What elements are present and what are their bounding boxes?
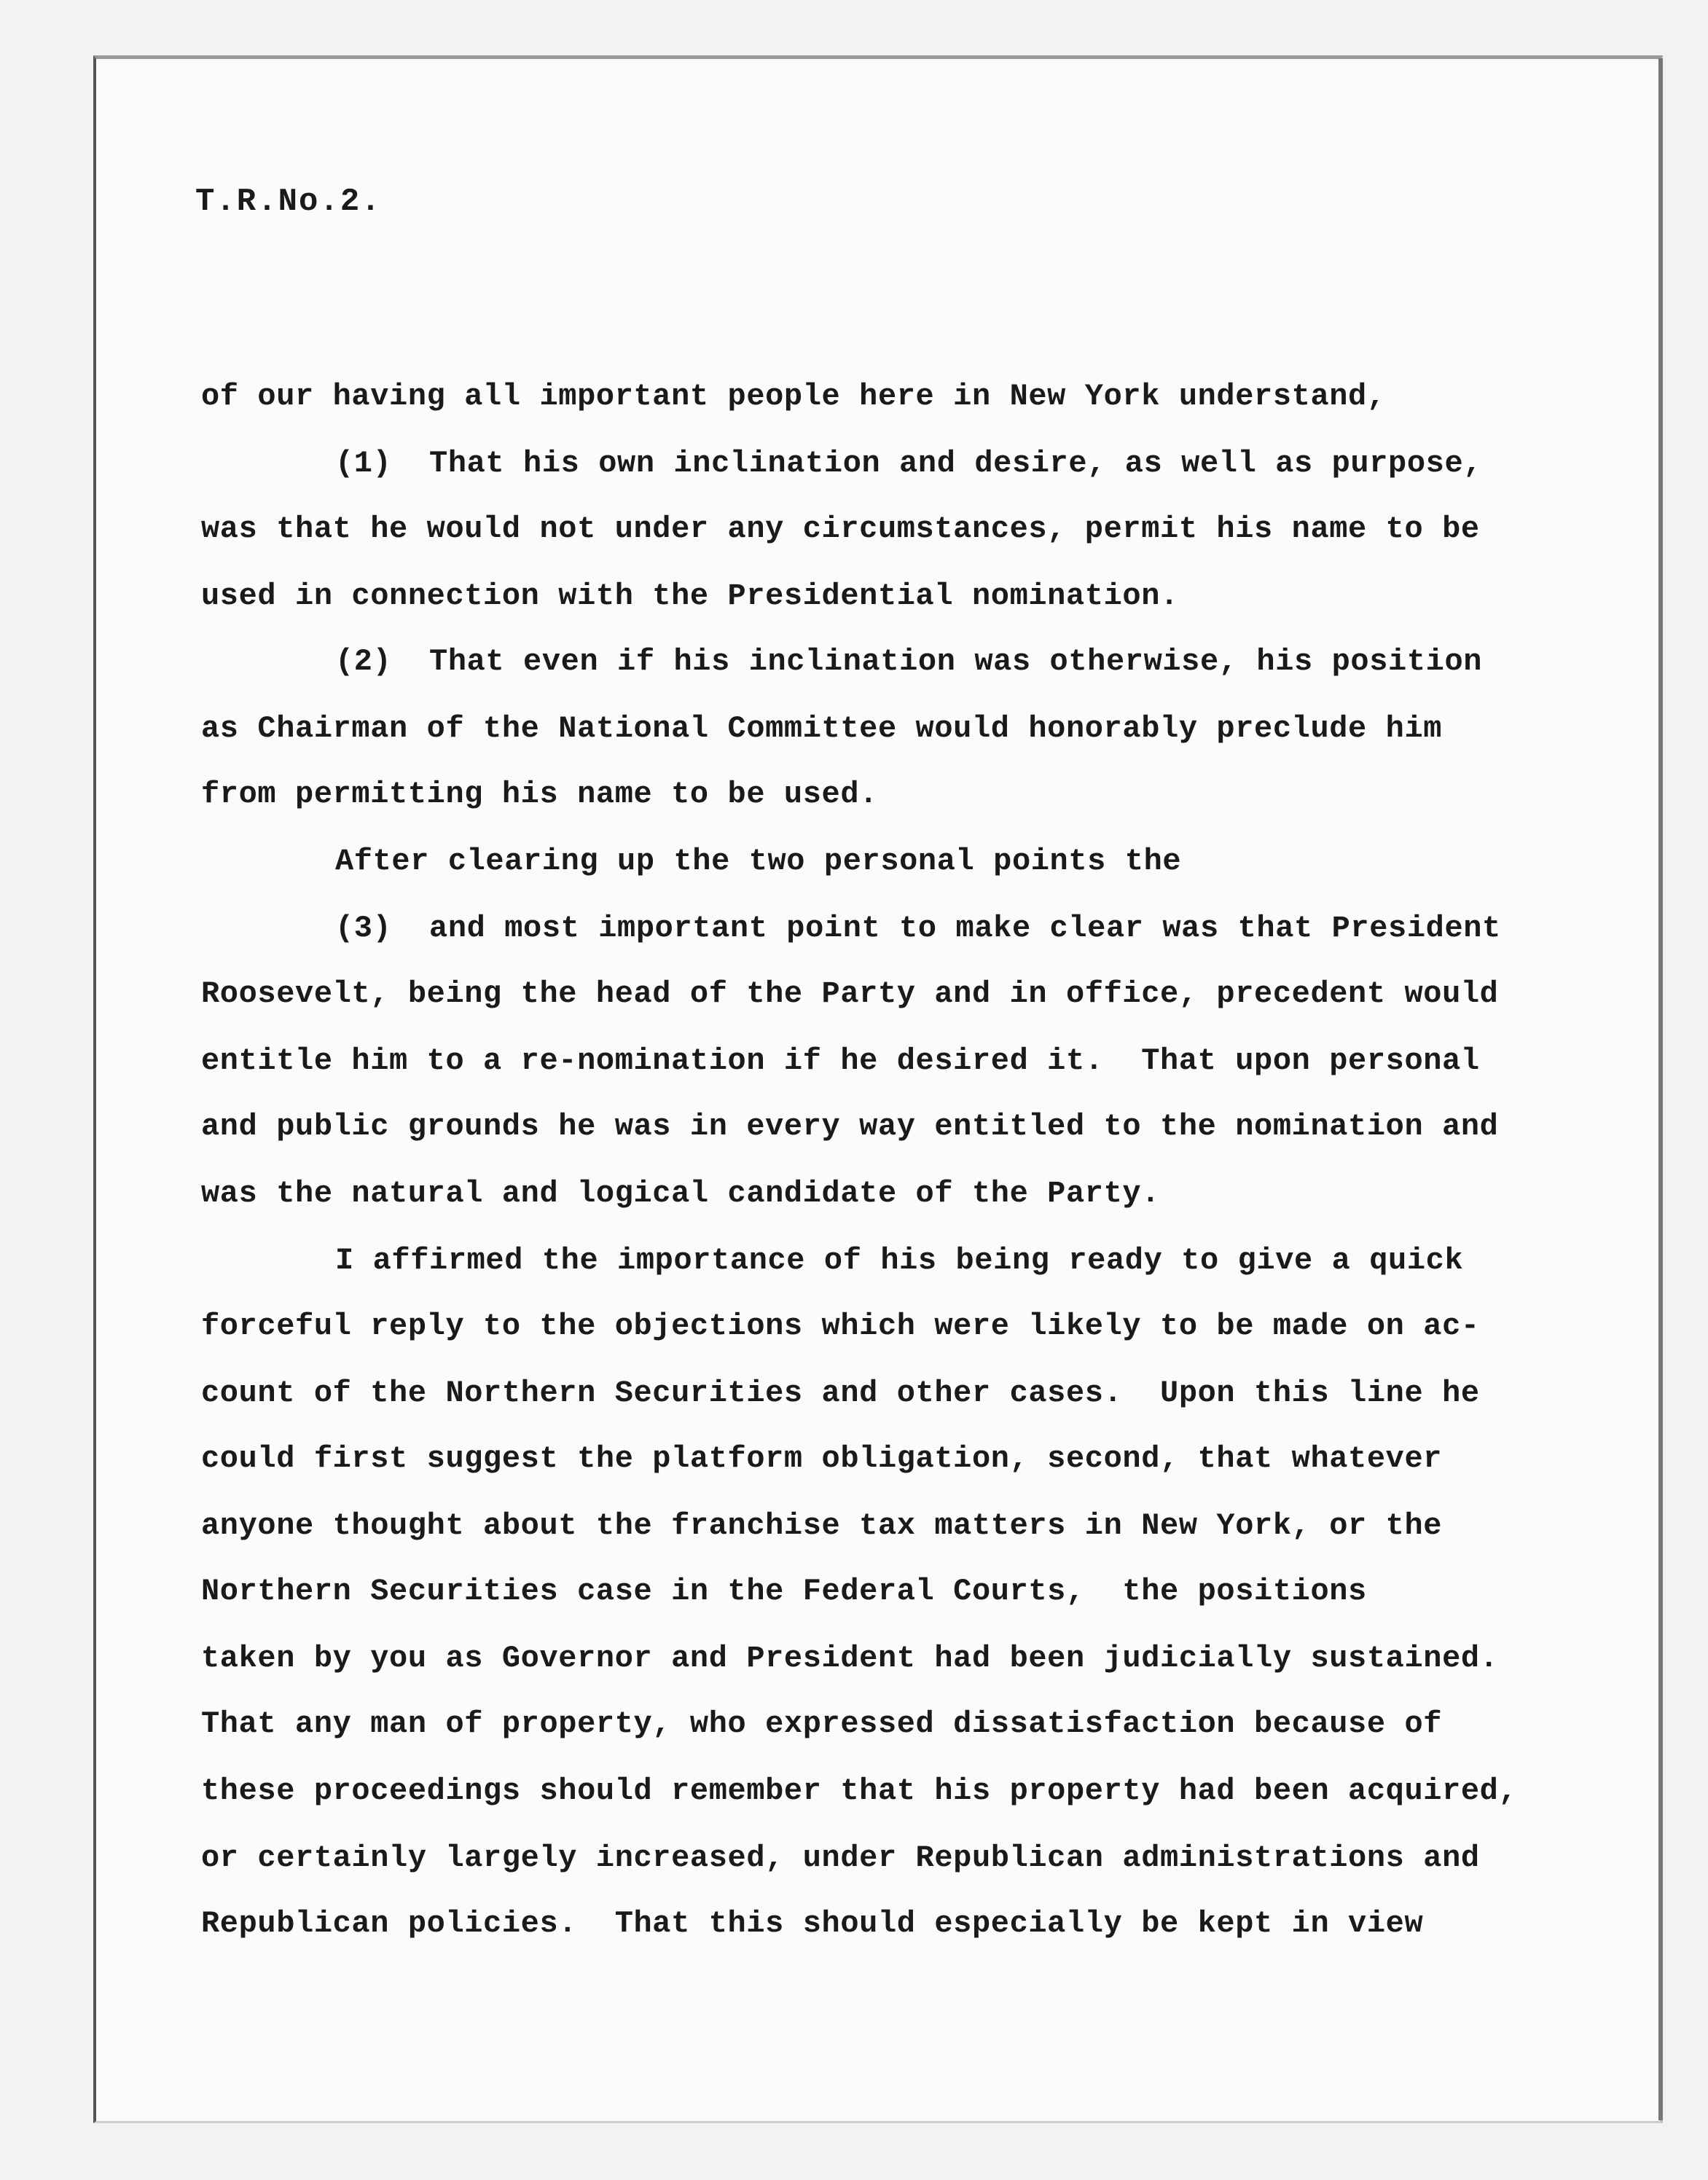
- page-edge-shadow: [1658, 58, 1663, 2120]
- text-line: Northern Securities case in the Federal Courts, the positions: [201, 1574, 1367, 1609]
- text-line: count of the Northern Securities and other cases. Upon this line he: [201, 1376, 1480, 1411]
- text-line: I affirmed the importance of his being ready to give a quick: [335, 1243, 1464, 1278]
- text-line: these proceedings should remember that his property had been acquired,: [201, 1773, 1518, 1808]
- text-line: (1) That his own inclination and desire, as well as purpose,: [335, 446, 1483, 481]
- text-line: or certainly largely increased, under Republican administrations and: [201, 1840, 1480, 1875]
- text-line: taken by you as Governor and President had been judicially sustained.: [201, 1641, 1499, 1676]
- text-line: anyone thought about the franchise tax matters in New York, or the: [201, 1508, 1443, 1543]
- page-header: T.R.No.2.: [195, 184, 382, 220]
- text-line: used in connection with the Presidential nomination.: [201, 579, 1179, 613]
- text-line: Republican policies. That this should especially be kept in view: [201, 1906, 1424, 1941]
- text-line: was that he would not under any circumstances, permit his name to be: [201, 511, 1480, 546]
- text-line: (2) That even if his inclination was otherwise, his position: [335, 644, 1483, 679]
- text-line: as Chairman of the National Committee would honorably preclude him: [201, 711, 1443, 746]
- text-line: entitle him to a re-nomination if he desired it. That upon personal: [201, 1043, 1480, 1078]
- text-line: from permitting his name to be used.: [201, 777, 878, 812]
- document-page: [93, 55, 1663, 2123]
- text-line: forceful reply to the objections which were likely to be made on ac-: [201, 1309, 1480, 1344]
- text-line: of our having all important people here in New York understand,: [201, 379, 1386, 414]
- text-line: was the natural and logical candidate of the Party.: [201, 1176, 1161, 1211]
- text-line: and public grounds he was in every way entitled to the nomination and: [201, 1109, 1499, 1144]
- text-line: That any man of property, who expressed dissatisfaction because of: [201, 1706, 1443, 1741]
- text-line: (3) and most important point to make clear was that President: [335, 911, 1501, 946]
- text-line: After clearing up the two personal points the: [335, 844, 1182, 879]
- text-line: Roosevelt, being the head of the Party and in office, precedent would: [201, 976, 1499, 1011]
- text-line: could first suggest the platform obligation, second, that whatever: [201, 1441, 1443, 1476]
